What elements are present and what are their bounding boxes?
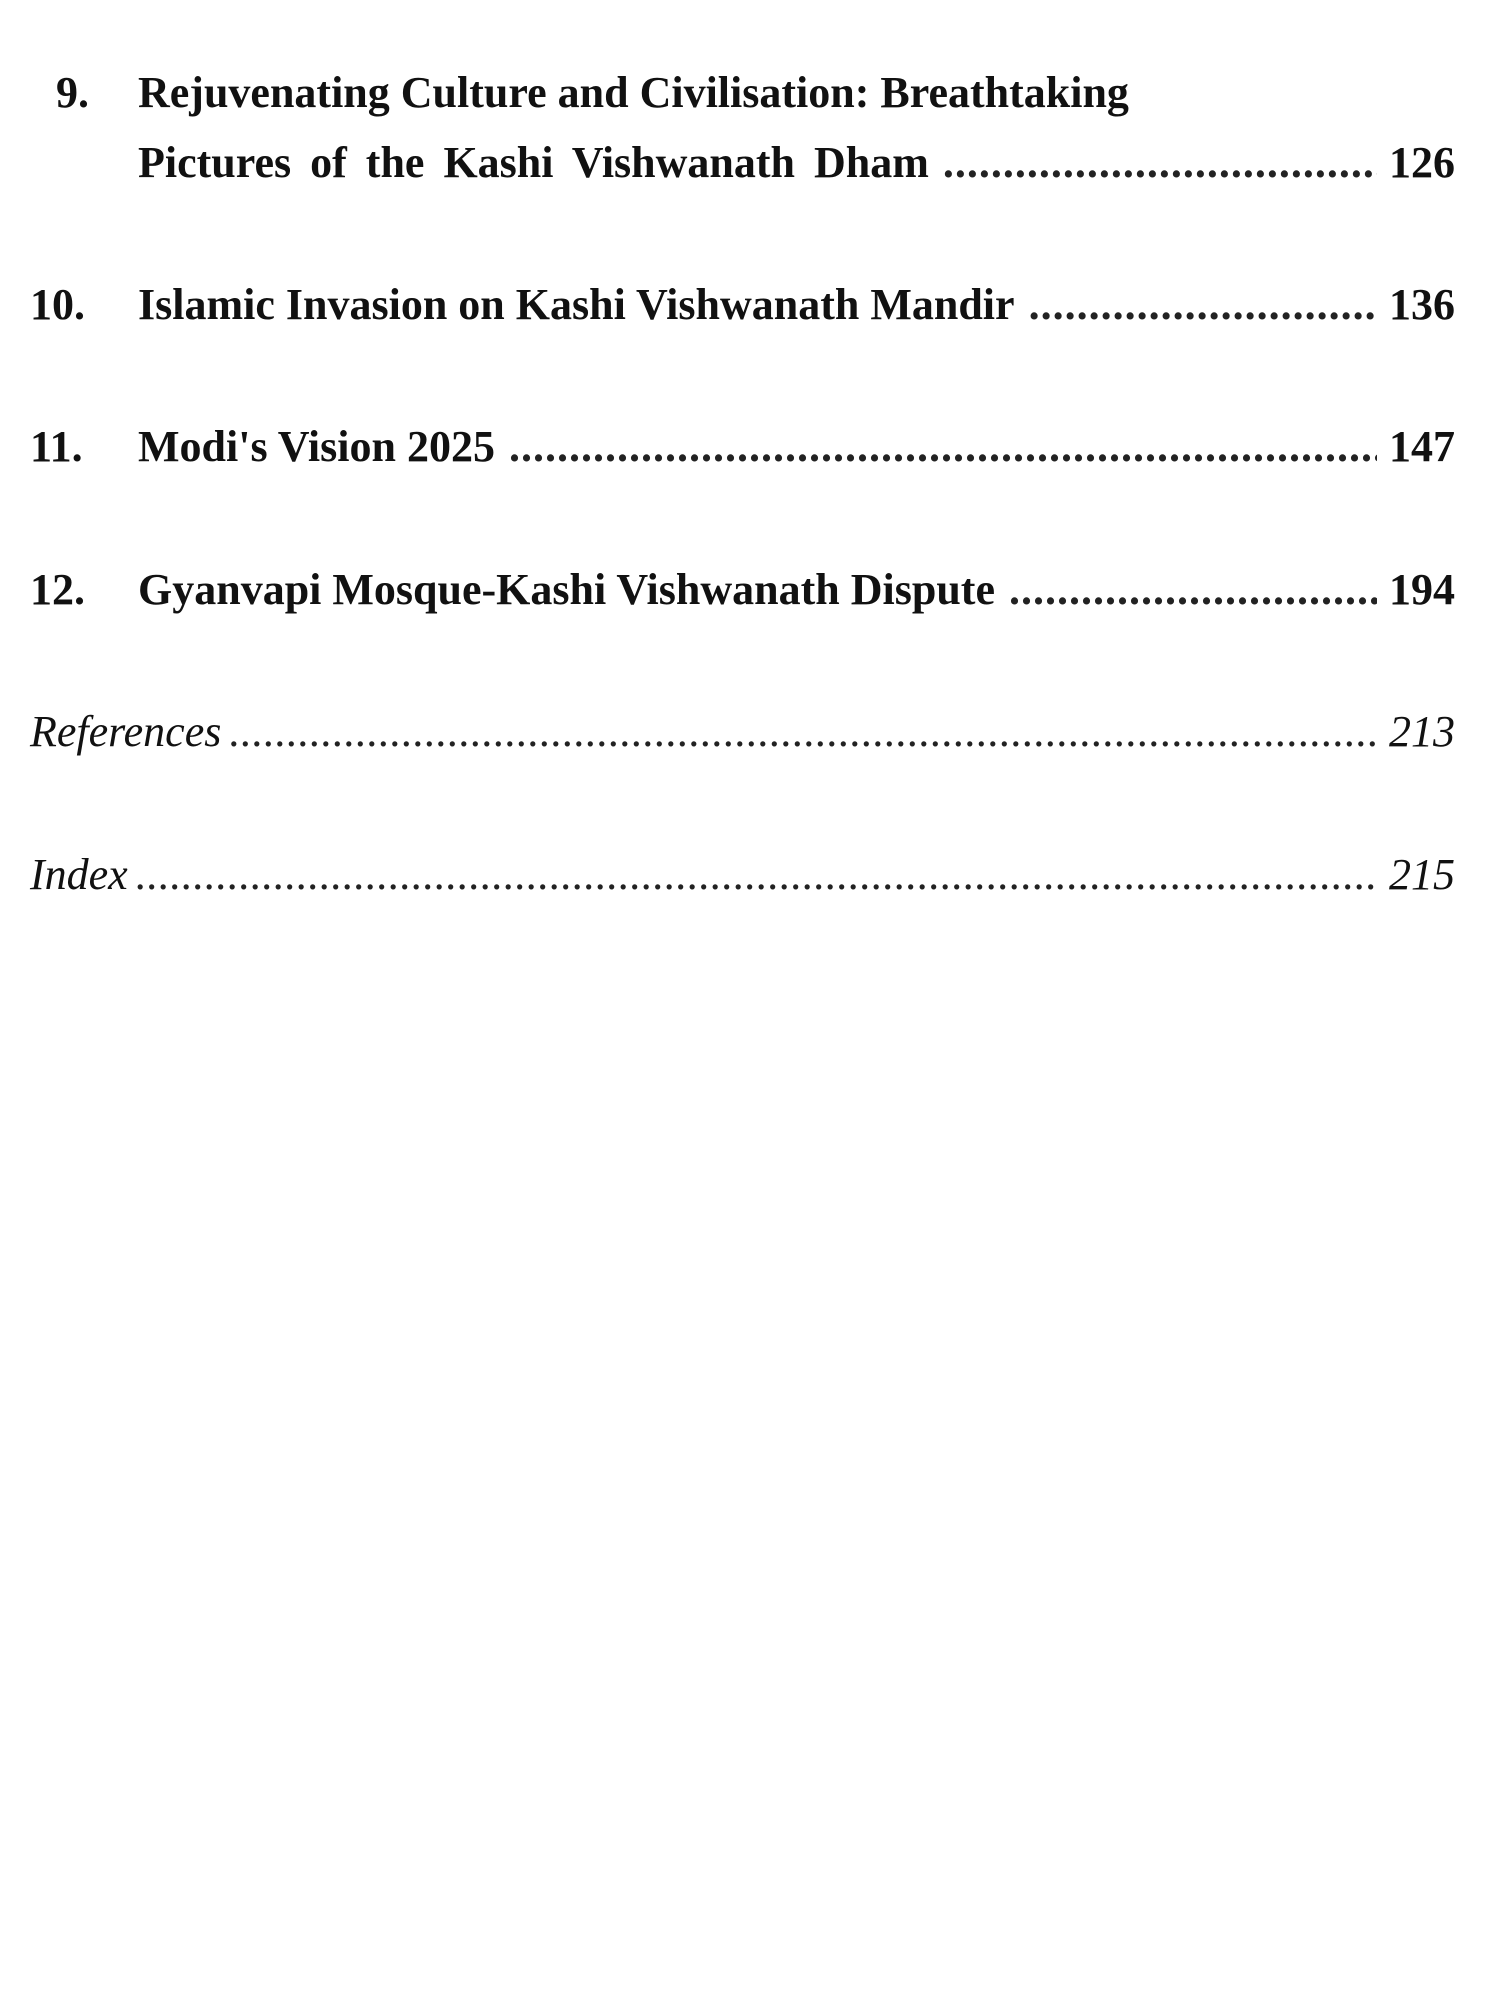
chapter-number: 9.: [56, 68, 89, 117]
toc-entry-11[interactable]: [30, 412, 1455, 482]
dot-leader: [943, 128, 1377, 198]
page-number: 126: [1389, 138, 1455, 187]
dot-leader: [1009, 555, 1377, 625]
toc-entry-line: [30, 58, 1455, 128]
chapter-number: 11.: [30, 422, 83, 471]
toc-entry-12[interactable]: [30, 555, 1455, 625]
page-number: 194: [1389, 565, 1455, 614]
back-matter-title: Index: [30, 850, 128, 899]
dot-leader: [136, 840, 1375, 910]
toc-entry-line: [30, 270, 1455, 340]
chapter-title: Gyanvapi Mosque-Kashi Vishwanath Dispute: [138, 565, 995, 614]
dot-leader: [229, 697, 1375, 767]
dot-leader: [509, 412, 1377, 482]
chapter-title: Modi's Vision 2025: [138, 422, 495, 471]
chapter-title: Islamic Invasion on Kashi Vishwanath Mandir: [138, 280, 1015, 329]
toc-entry-line: [30, 412, 1455, 482]
toc-entry-10[interactable]: [30, 270, 1455, 340]
chapter-title-line2: Pictures of the Kashi Vishwanath Dham: [138, 138, 929, 187]
chapter-title-line1: Rejuvenating Culture and Civilisation: Breathtaking: [138, 68, 1129, 117]
toc-entry-line: [30, 840, 1455, 910]
toc-entry-index[interactable]: [30, 840, 1455, 910]
toc-entry-references[interactable]: [30, 697, 1455, 767]
page-number: 136: [1389, 280, 1455, 329]
toc-entry-line: [30, 128, 1455, 198]
toc-entry-9[interactable]: [30, 58, 1455, 198]
toc-entry-line: [30, 697, 1455, 767]
dot-leader: [1029, 270, 1377, 340]
page-number: 147: [1389, 422, 1455, 471]
page-number: 215: [1389, 850, 1455, 899]
toc-entry-line: [30, 555, 1455, 625]
chapter-number: 12.: [30, 565, 85, 614]
back-matter-title: References: [30, 707, 222, 756]
chapter-number: 10.: [30, 280, 85, 329]
page-number: 213: [1389, 707, 1455, 756]
